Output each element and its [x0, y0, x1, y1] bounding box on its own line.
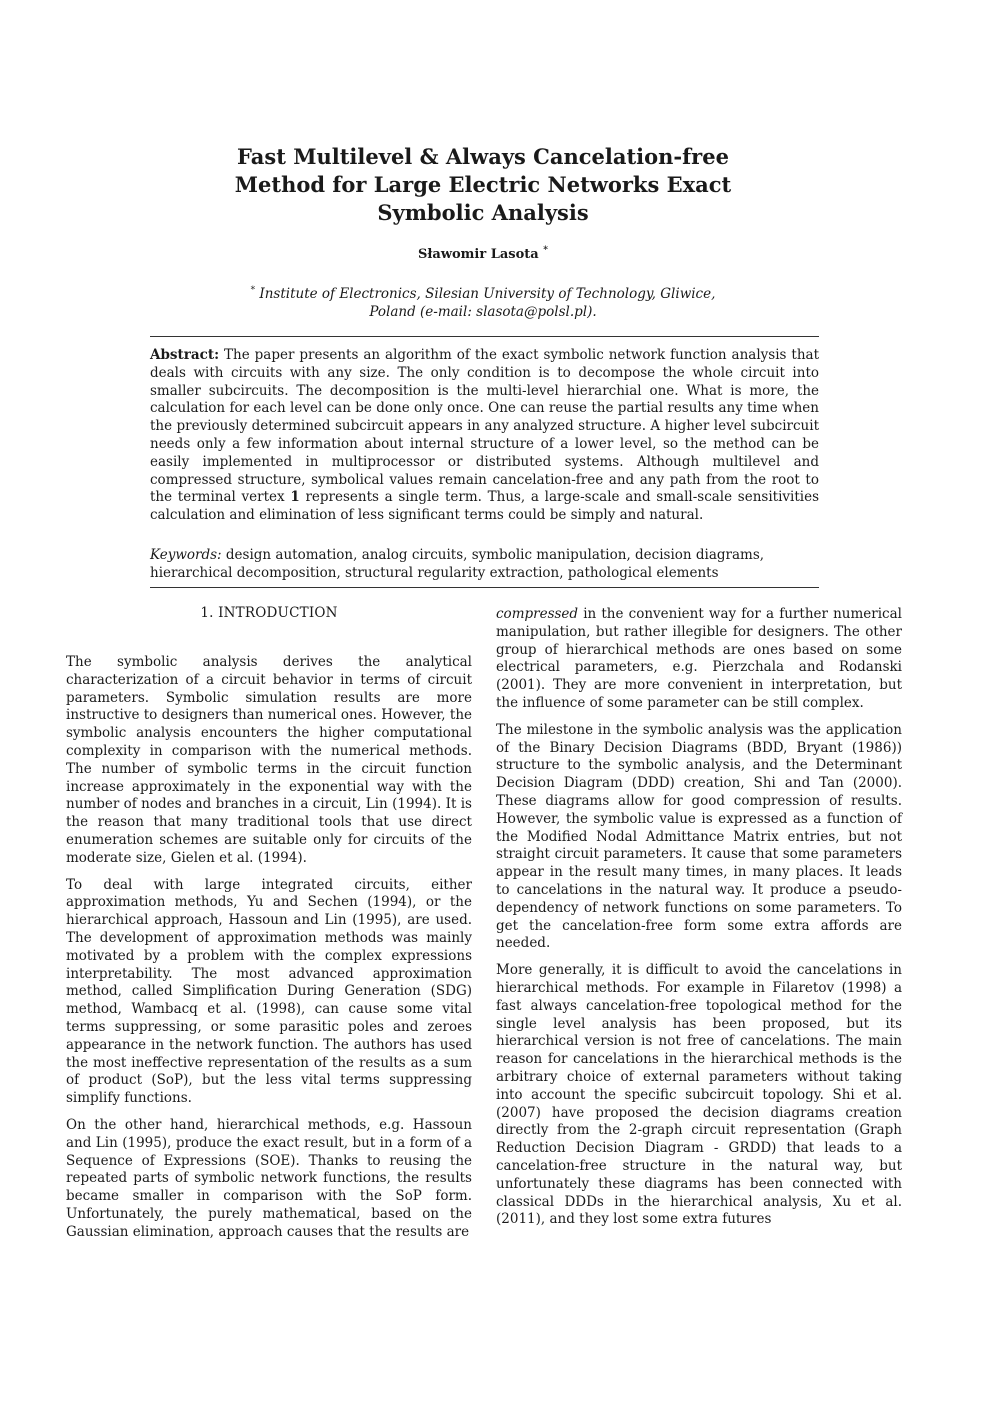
paragraph: More generally, it is difficult to avoid the cancelations in hierarchical methods. For example in Filaretov (1998) a fast always cancelation-free topological method for the single level analysis has been proposed, but its hierarchical version is not free of cancelations. The main reason for cancelations in the hierarchical methods is the arbitrary choice of external parameters without taking into account the specific subcircuit topology. Shi et al. (2007) have proposed the decision diagrams creation directly from the 2-graph circuit representation (Graph Reduction Decision Diagram - GRDD) that leads to a cancelation-free structure in the natural way, but unfortunately these diagrams has been connected with classical DDDs in the hierarchical analysis, Xu et al. (2011), and they lost some extra futures	[496, 962, 902, 1228]
keywords	[150, 547, 819, 583]
paragraph: On the other hand, hierarchical methods, e.g. Hassoun and Lin (1995), produce the exact result, but in a form of a Sequence of Expressions (SOE). Thanks to reusing the repeated parts of symbolic network functions, the results became smaller in comparison with the SoP form. Unfortunately, the purely mathematical, based on the Gaussian elimination, approach causes that the results are	[66, 1116, 472, 1240]
section-heading: 1. INTRODUCTION	[200, 605, 338, 621]
keywords-label: Keywords:	[150, 547, 222, 563]
paragraph: The milestone in the symbolic analysis was the application of the Binary Decision Diagrams (BDD, Bryant (1986)) structure to the symbolic analysis, and the Determinant Decision Diagram (DDD) creation, Shi and Tan (2000). These diagrams allow for good compression of results. However, the symbolic value is expressed as a function of the Modified Nodal Admittance Matrix entries, but not straight circuit parameters. It cause that some parameters appear in the result many times, in many places. It leads to cancelations in the natural way. It produce a pseudo-dependency of network functions on some parameters. To get the cancelation-free form some extra affords are needed.	[496, 721, 902, 952]
italic-word: compressed	[496, 606, 579, 622]
paragraph: The symbolic analysis derives the analytical characterization of a circuit behavior in terms of circuit parameters. Symbolic simulation results are more instructive to designers than numerical ones. However, the symbolic analysis encounters the higher computational complexity in comparison with the numerical methods. The number of symbolic terms in the circuit function increase approximately in the exponential way with the number of nodes and branches in a circuit, Lin (1994). It is the reason that many traditional tools that use direct enumeration schemes are suitable only for circuits of the moderate size, Gielen et al. (1994).	[66, 654, 472, 866]
author-name: Sławomir Lasota	[418, 247, 539, 262]
paper-title: Fast Multilevel & Always Cancelation-free Method for Large Electric Networks Exact Symbolic Analysis	[234, 144, 732, 225]
paragraph: To deal with large integrated circuits, either approximation methods, Yu and Sechen (1994), or the hierarchical approach, Hassoun and Lin (1995), are used. The development of approximation methods was mainly motivated by a problem with the complex expressions interpretability. The most advanced approximation method, called Simplification During Generation (SDG) method, Wambacq et al. (1998), can cause some vital terms suppressing, or some parasitic poles and zeroes appearance in the network function. The authors has used the most ineffective representation of the results as a sum of product (SoP), but the less vital terms suppressing simplify functions.	[66, 876, 472, 1107]
affiliation	[230, 285, 736, 321]
abstract-text-2: represents a single term. Thus, a large-scale and small-scale sensitivities calculation and elimination of less significant terms could be simply and natural.	[150, 489, 820, 524]
paragraph	[496, 606, 902, 713]
left-column	[66, 604, 472, 1251]
affiliation-mark: *	[250, 285, 256, 296]
author-mark: *	[543, 245, 548, 256]
affiliation-text: Institute of Electronics, Silesian University of Technology, Gliwice, Poland (e-mail: slasota@polsl.pl).	[259, 286, 716, 320]
right-column	[496, 606, 902, 1238]
abstract-text-1: The paper presents an algorithm of the exact symbolic network function analysis that deals with circuits with any size. The only condition is to decompose the whole circuit into smaller subcircuits. The decomposition is the multi-level hierarchial one. What is more, the calculation for each level can be done only once. One can reuse the partial results any time when the previously determined subcircuit appears in any analyzed structure. A higher level subcircuit needs only a few information about internal structure of a lower level, so the method can be easily implemented in multiprocessor or distributed systems. Although multilevel and compressed structure, symbolical values remain cancelation-free and any path from the root to the terminal vertex	[150, 347, 820, 506]
keywords-text: design automation, analog circuits, symbolic manipulation, decision diagrams, hierarchical decomposition, structural regularity extraction, pathological elements	[150, 547, 765, 581]
abstract-bottom-rule	[150, 587, 819, 588]
paragraph-text: in the convenient way for a further numerical manipulation, but rather illegible for designers. The other group of hierarchical methods are ones based on some electrical parameters, e.g. Pierzchala and Rodanski (2001). They are more convenient in interpretation, but the influence of some parameter can be still complex.	[496, 606, 902, 711]
abstract	[150, 347, 819, 525]
author-line	[200, 246, 766, 264]
abstract-terminal-vertex: 1	[290, 489, 300, 506]
abstract-label: Abstract:	[150, 347, 220, 363]
abstract-top-rule	[150, 336, 819, 337]
